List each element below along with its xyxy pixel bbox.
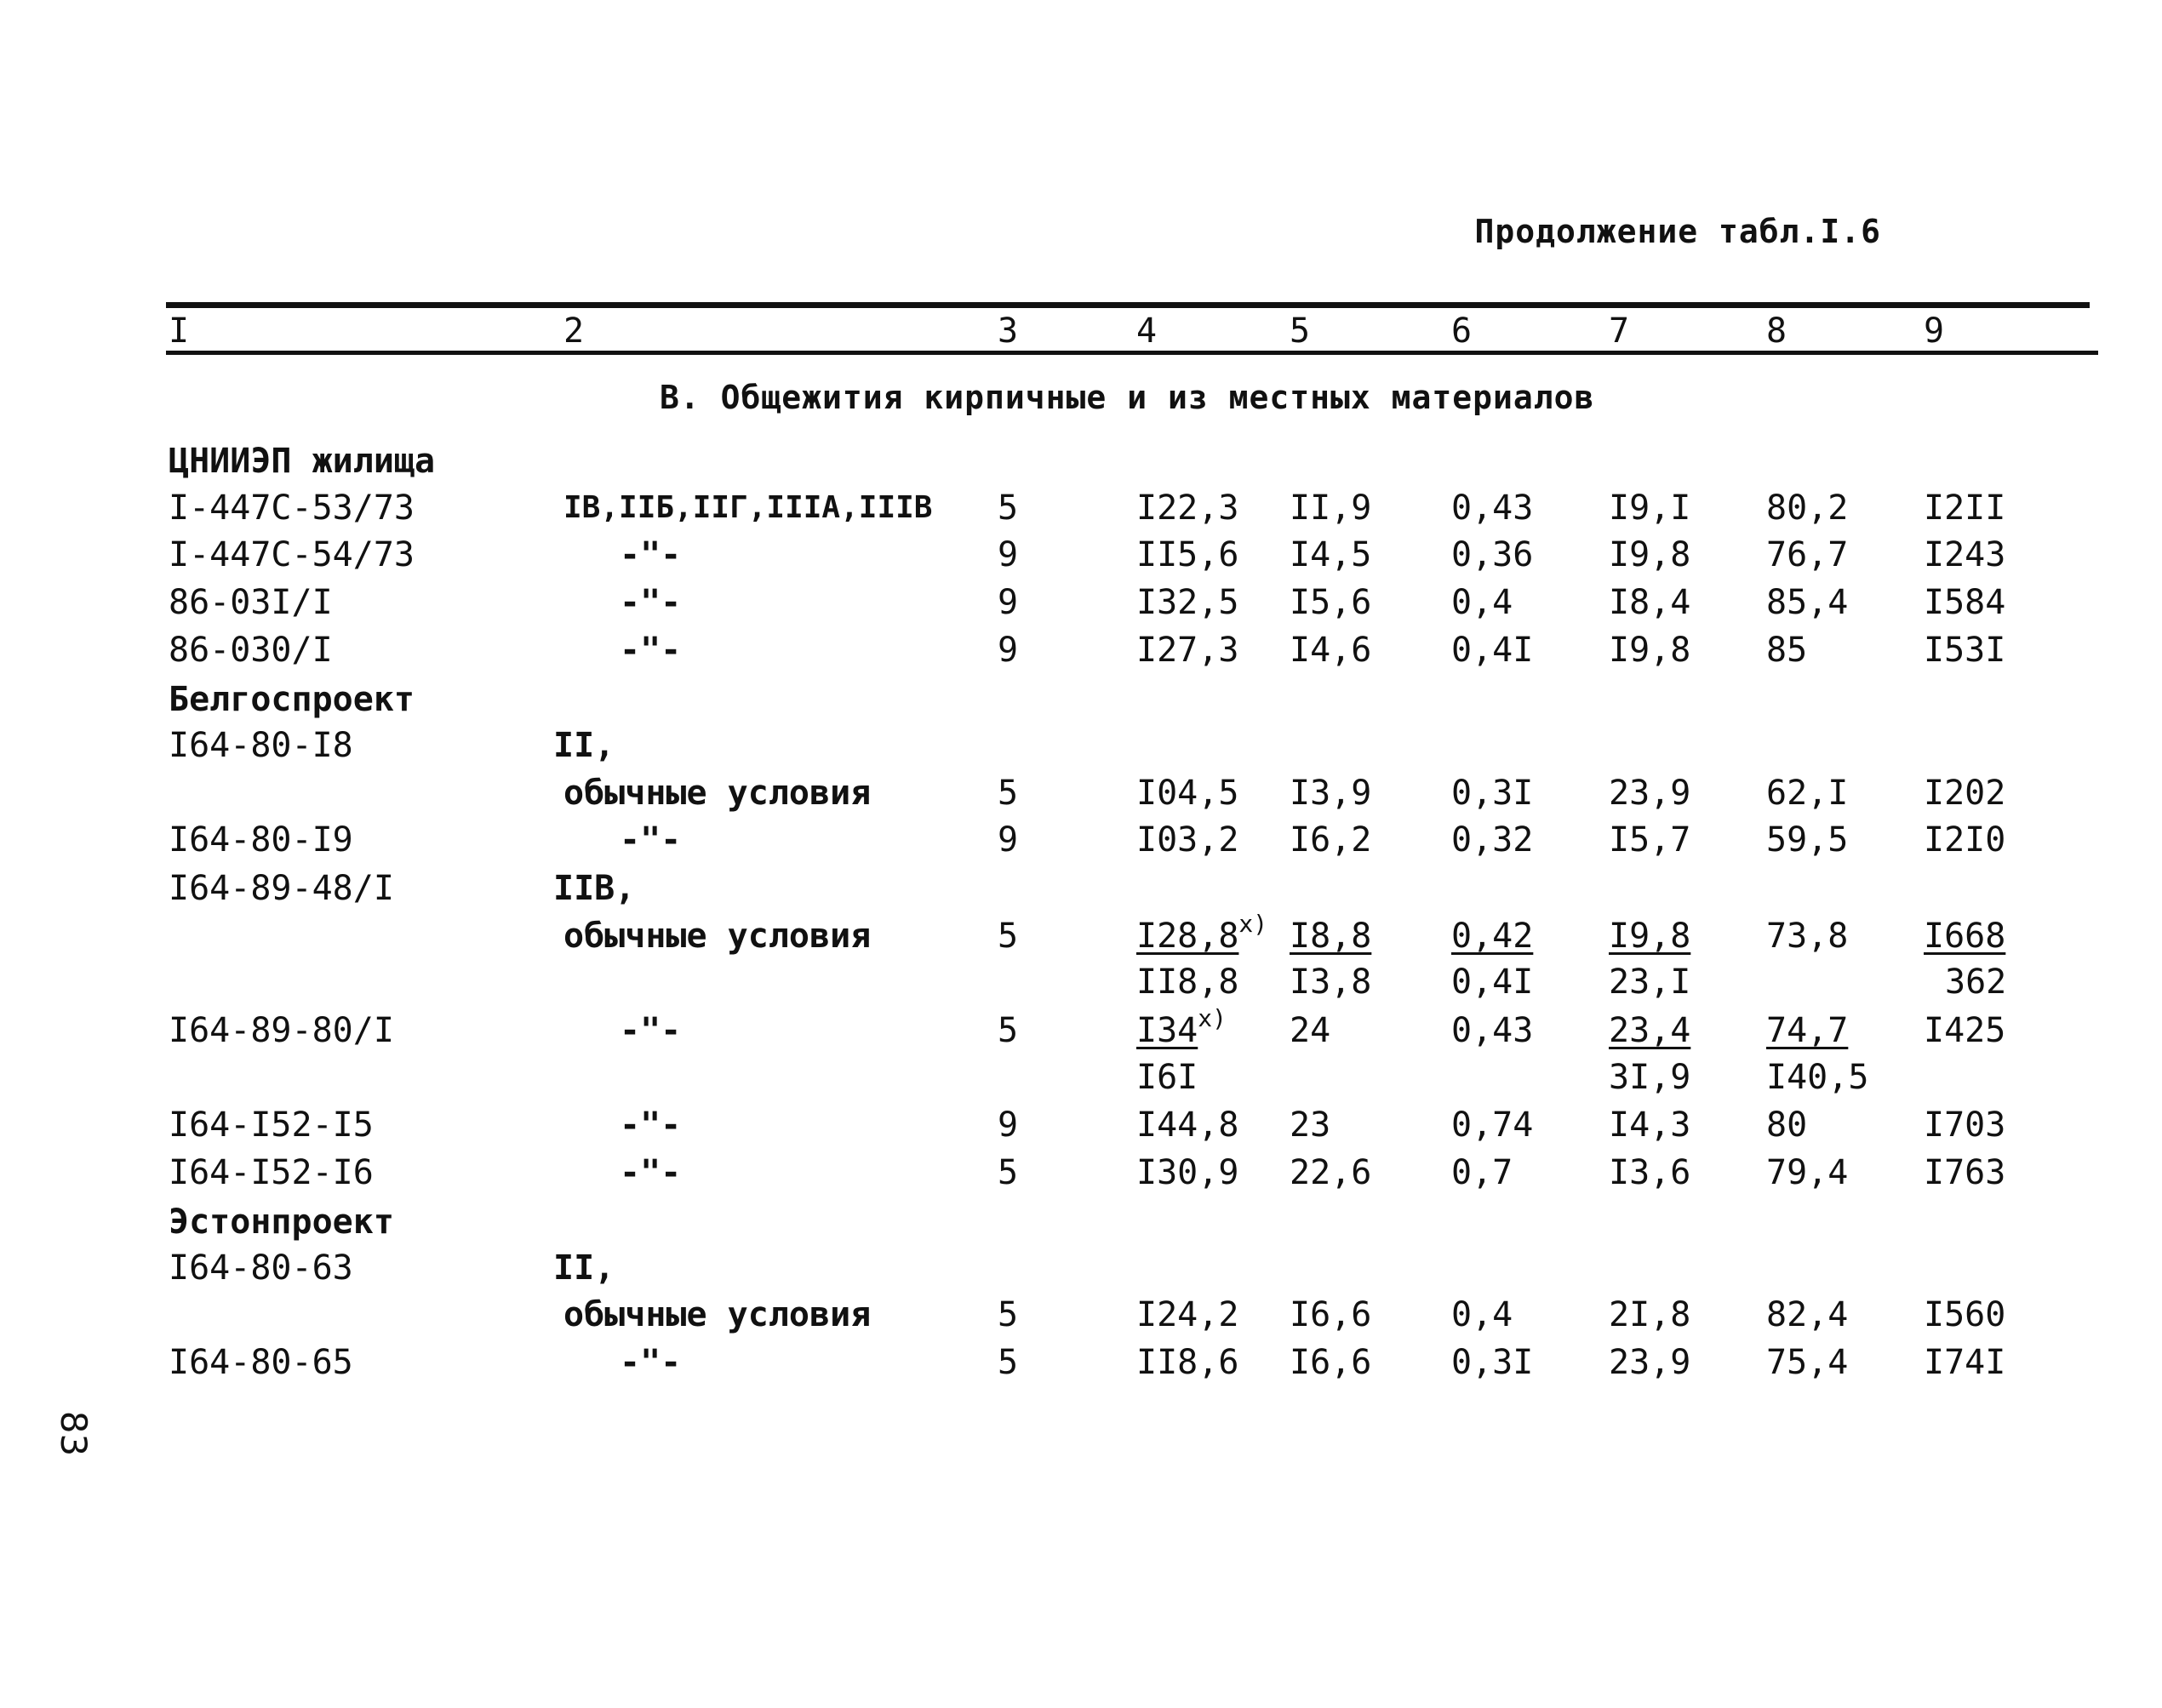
cell-col7: 23,4 [1609, 1011, 1691, 1050]
cell-region: IIВ, [553, 869, 636, 908]
cell-col4-sub: II8,8 [1136, 963, 1239, 1002]
cell-col9: I560 [1924, 1295, 2006, 1334]
cell-col9: I2II [1924, 488, 2006, 528]
cell-col3: 5 [998, 1295, 1019, 1334]
cell-conditions: обычные условия [563, 774, 872, 813]
cell-col4: II5,6 [1136, 535, 1239, 574]
cell-col3: 5 [998, 917, 1019, 956]
cell-col7: I9,I [1609, 488, 1691, 528]
cell-col7: I9,8 [1609, 535, 1691, 574]
cell-col6: 0,4 [1451, 583, 1513, 622]
cell-col4: I32,5 [1136, 583, 1239, 622]
cell-project: I64-80-I9 [169, 820, 353, 860]
cell-col7: I8,4 [1609, 583, 1691, 622]
cell-col6: 0,36 [1451, 535, 1534, 574]
cell-col4: I30,9 [1136, 1153, 1239, 1192]
cell-col6: 0,4I [1451, 631, 1534, 670]
cell-project: 86-030/I [169, 631, 333, 670]
cell-col9: I584 [1924, 583, 2006, 622]
cell-project: I64-80-I8 [169, 726, 353, 765]
cell-col8: 73,8 [1766, 917, 1849, 956]
cell-col5: I8,8 [1290, 917, 1372, 956]
cell-col5: I4,5 [1290, 535, 1372, 574]
cell-ditto: -"- [620, 1011, 682, 1050]
cell-col9: I668 [1924, 917, 2006, 956]
cell-col6: 0,43 [1451, 488, 1534, 528]
cell-col6: 0,74 [1451, 1105, 1534, 1145]
cell-ditto: -"- [620, 583, 682, 622]
column-header-4: 4 [1136, 311, 1158, 351]
column-header-7: 7 [1609, 311, 1630, 351]
cell-col5: 23 [1290, 1105, 1331, 1145]
cell-col4-value: I28,8 [1136, 917, 1239, 956]
cell-col7: I3,6 [1609, 1153, 1691, 1192]
cell-col6-sub: 0,4I [1451, 963, 1534, 1002]
cell-col9: I53I [1924, 631, 2006, 670]
cell-project: I64-89-48/I [169, 869, 394, 908]
cell-project: 86-03I/I [169, 583, 333, 622]
cell-col7: 23,9 [1609, 1343, 1691, 1382]
column-header-9: 9 [1924, 311, 1945, 351]
cell-col5: I6,6 [1290, 1343, 1372, 1382]
cell-project: I64-I52-I6 [169, 1153, 374, 1192]
cell-col4: I04,5 [1136, 774, 1239, 813]
cell-col4 [1136, 1004, 1227, 1051]
cell-col8: 76,7 [1766, 535, 1849, 574]
table-header-rule [166, 351, 2098, 355]
cell-col3: 5 [998, 488, 1019, 528]
cell-col8: 75,4 [1766, 1343, 1849, 1382]
cell-col5: 22,6 [1290, 1153, 1372, 1192]
cell-ditto: -"- [620, 1153, 682, 1192]
cell-col4: II8,6 [1136, 1343, 1239, 1382]
cell-col5: I6,6 [1290, 1295, 1372, 1334]
cell-col8: 80,2 [1766, 488, 1849, 528]
footnote-mark: х) [1198, 1004, 1227, 1032]
page-number: 83 [53, 1410, 95, 1457]
cell-col5: I4,6 [1290, 631, 1372, 670]
group-label: ЦНИИЭП жилища [169, 442, 436, 481]
cell-conditions: обычные условия [563, 917, 872, 956]
cell-col8: 79,4 [1766, 1153, 1849, 1192]
cell-col5: II,9 [1290, 488, 1372, 528]
cell-conditions: обычные условия [563, 1295, 872, 1334]
column-header-1: I [169, 311, 190, 351]
cell-col7: I9,8 [1609, 917, 1691, 956]
cell-col4: I03,2 [1136, 820, 1239, 860]
cell-project: I-447С-54/73 [169, 535, 415, 574]
column-header-2: 2 [563, 311, 585, 351]
cell-col9: I2I0 [1924, 820, 2006, 860]
cell-col3: 5 [998, 1153, 1019, 1192]
cell-col5-sub: I3,8 [1290, 963, 1372, 1002]
cell-col3: 9 [998, 1105, 1019, 1145]
column-header-5: 5 [1290, 311, 1311, 351]
cell-ditto: -"- [620, 535, 682, 574]
cell-col4: I44,8 [1136, 1105, 1239, 1145]
cell-col6: 0,3I [1451, 1343, 1534, 1382]
cell-col7: I5,7 [1609, 820, 1691, 860]
cell-col8: 85,4 [1766, 583, 1849, 622]
column-header-8: 8 [1766, 311, 1787, 351]
cell-region: II, [553, 726, 615, 765]
cell-col8: 74,7 [1766, 1011, 1849, 1050]
cell-col9: I243 [1924, 535, 2006, 574]
cell-col6: 0,32 [1451, 820, 1534, 860]
group-label: Эстонпроект [169, 1202, 394, 1242]
cell-project: I64-80-65 [169, 1343, 353, 1382]
cell-col8-sub: I40,5 [1766, 1058, 1869, 1097]
cell-project: I64-80-63 [169, 1248, 353, 1288]
cell-col4-value: I34 [1136, 1011, 1198, 1050]
cell-region: II, [553, 1248, 615, 1288]
cell-col8: 85 [1766, 631, 1808, 670]
cell-col9: I74I [1924, 1343, 2006, 1382]
cell-col5: 24 [1290, 1011, 1331, 1050]
cell-project: I-447С-53/73 [169, 488, 415, 528]
cell-col8: 82,4 [1766, 1295, 1849, 1334]
cell-col9: I703 [1924, 1105, 2006, 1145]
table-top-rule [166, 302, 2090, 308]
cell-col3: 9 [998, 583, 1019, 622]
cell-col3: 9 [998, 535, 1019, 574]
cell-col7: 2I,8 [1609, 1295, 1691, 1334]
cell-col6: 0,43 [1451, 1011, 1534, 1050]
cell-col3: 5 [998, 774, 1019, 813]
cell-col7-sub: 23,I [1609, 963, 1691, 1002]
cell-ditto: -"- [620, 1343, 682, 1382]
cell-project: I64-I52-I5 [169, 1105, 374, 1145]
cell-col6: 0,4 [1451, 1295, 1513, 1334]
cell-ditto: -"- [620, 820, 682, 860]
cell-col7: I9,8 [1609, 631, 1691, 670]
group-label: Белгоспроект [169, 680, 415, 719]
cell-col4: I27,3 [1136, 631, 1239, 670]
cell-col9-sub: 362 [1945, 963, 2007, 1002]
cell-ditto: -"- [620, 631, 682, 670]
cell-col8: 80 [1766, 1105, 1808, 1145]
cell-col8: 62,I [1766, 774, 1849, 813]
cell-col6: 0,7 [1451, 1153, 1513, 1192]
cell-col7-sub: 3I,9 [1609, 1058, 1691, 1097]
cell-col4-sub: I6I [1136, 1058, 1198, 1097]
cell-col6: 0,3I [1451, 774, 1534, 813]
cell-col9: I425 [1924, 1011, 2006, 1050]
cell-col5: I3,9 [1290, 774, 1372, 813]
table-continuation-caption: Продолжение табл.I.6 [1474, 213, 1881, 250]
cell-ditto: -"- [620, 1105, 682, 1145]
cell-col4: I24,2 [1136, 1295, 1239, 1334]
cell-region: IВ,IIБ,IIГ,IIIА,IIIВ [563, 490, 933, 525]
cell-col3: 5 [998, 1343, 1019, 1382]
cell-col6: 0,42 [1451, 917, 1534, 956]
cell-col3: 9 [998, 631, 1019, 670]
cell-col5: I5,6 [1290, 583, 1372, 622]
cell-col8: 59,5 [1766, 820, 1849, 860]
cell-col5: I6,2 [1290, 820, 1372, 860]
column-header-6: 6 [1451, 311, 1473, 351]
cell-col9: I202 [1924, 774, 2006, 813]
cell-col3: 9 [998, 820, 1019, 860]
column-header-3: 3 [998, 311, 1019, 351]
cell-col7: 23,9 [1609, 774, 1691, 813]
cell-col4 [1136, 910, 1268, 957]
cell-col4: I22,3 [1136, 488, 1239, 528]
cell-col3: 5 [998, 1011, 1019, 1050]
cell-project: I64-89-80/I [169, 1011, 394, 1050]
cell-col7: I4,3 [1609, 1105, 1691, 1145]
cell-col9: I763 [1924, 1153, 2006, 1192]
footnote-mark: х) [1238, 910, 1268, 938]
section-title: В. Общежития кирпичные и из местных материалов [660, 379, 1595, 416]
